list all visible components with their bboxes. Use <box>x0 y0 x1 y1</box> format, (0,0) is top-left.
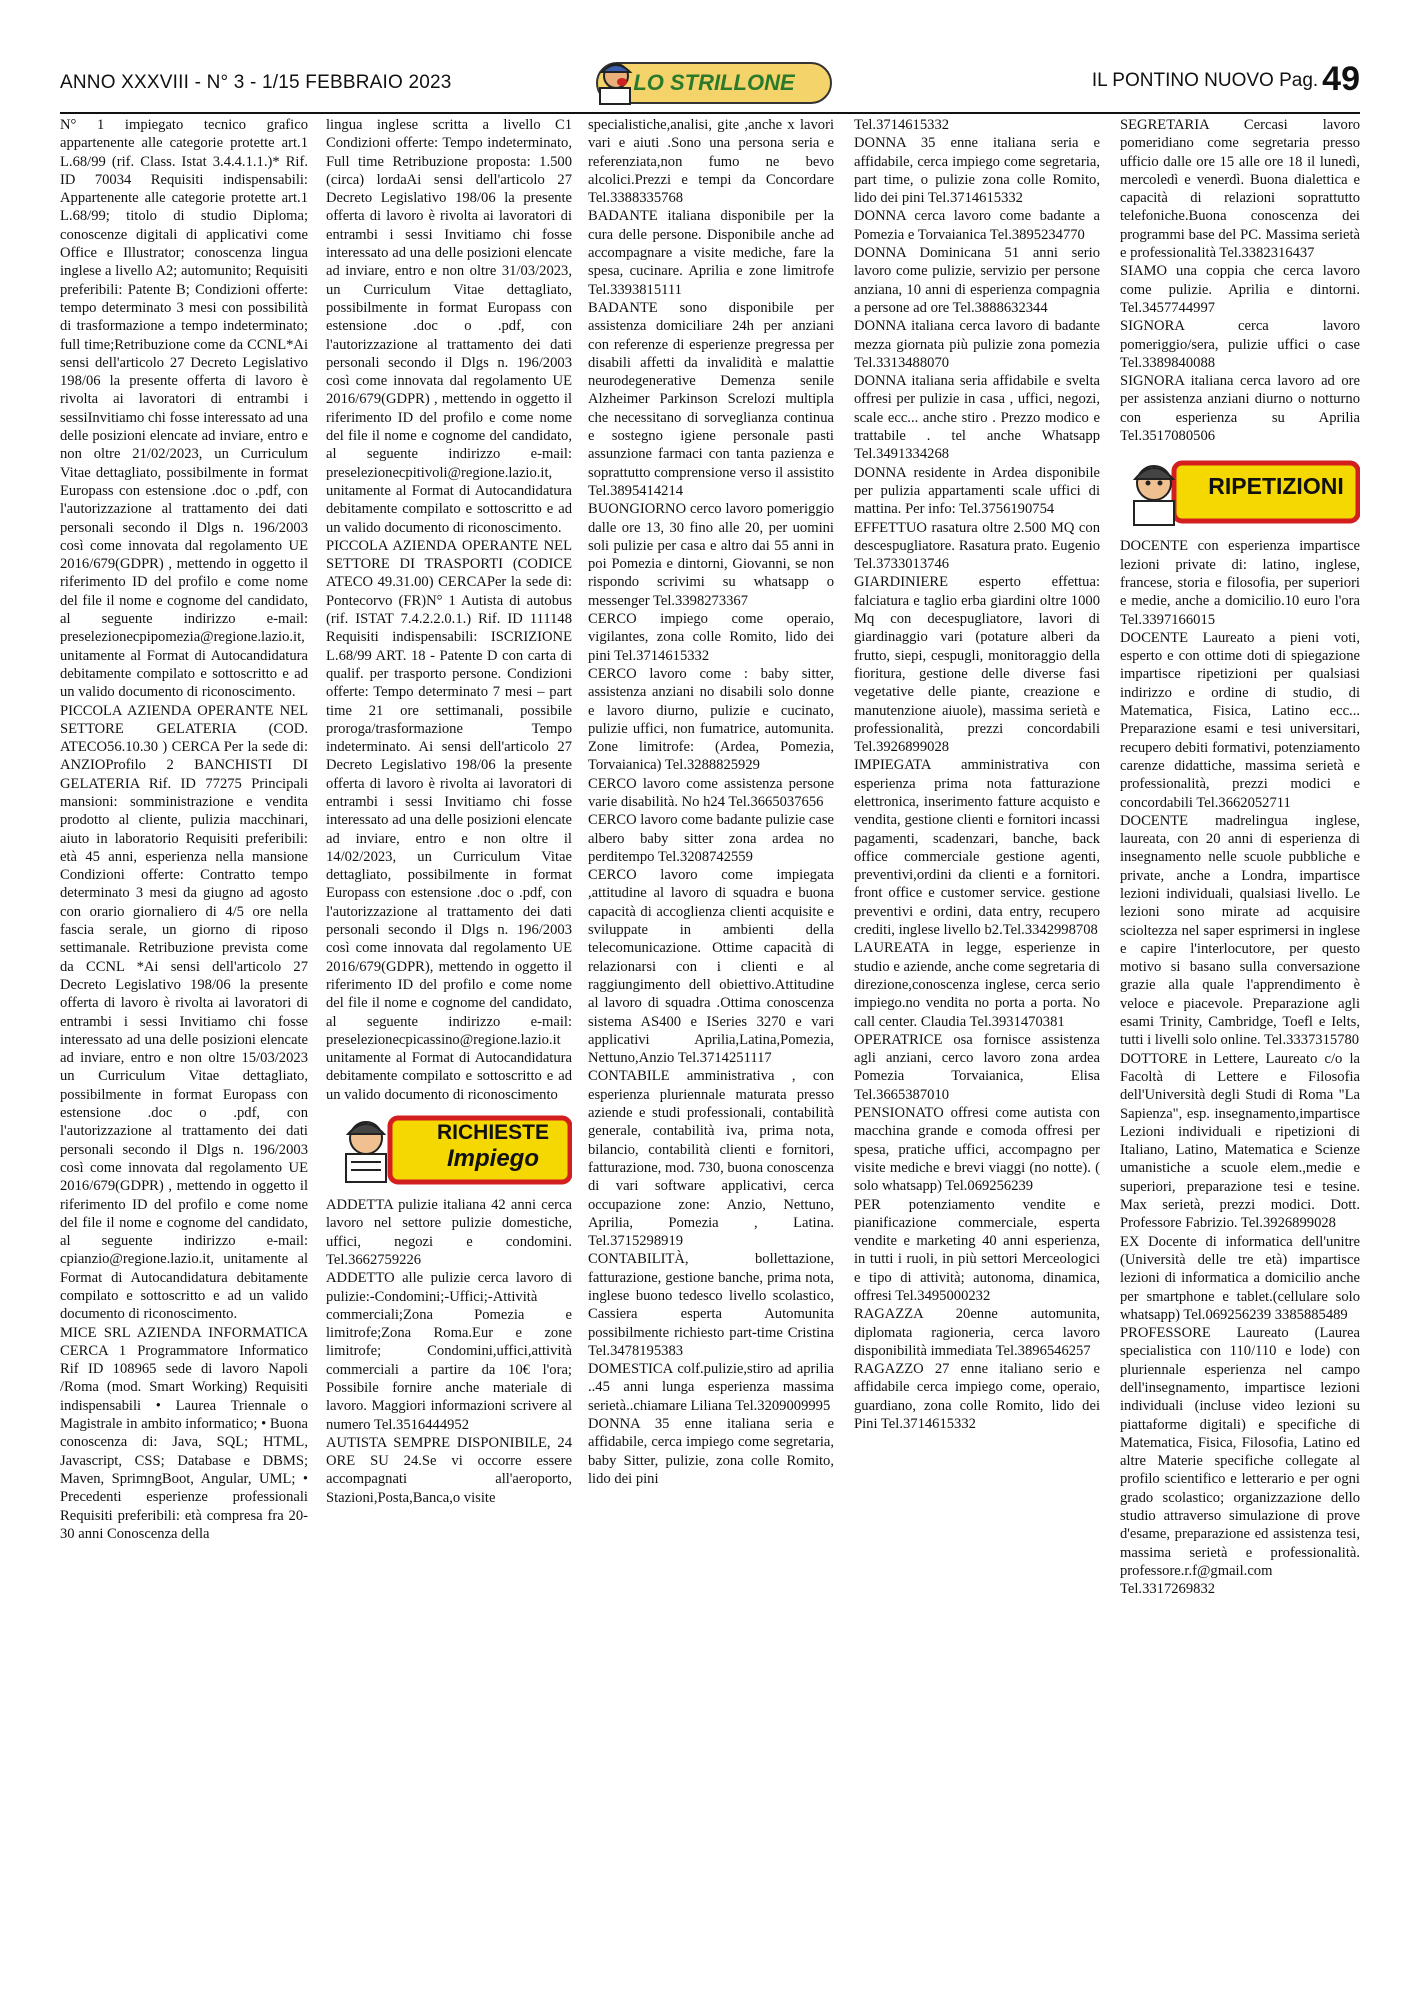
ad-text: OPERATRICE osa fornisce assistenza agli anziani, cerco lavoro zona ardea Pomezia Torvaianica, Elisa Tel.3665387010 <box>854 1031 1100 1103</box>
ad-text: specialistiche,analisi, gite ,anche x lavori vari e aiuti .Sono una persona seria e referenziata,non fumo ne bevo alcolici.Prezzi e tempi da Concordare Tel.3388335768 <box>588 117 834 207</box>
ad-text: Tel.3714615332 <box>854 117 950 133</box>
ad-text: PICCOLA AZIENDA OPERANTE NEL SETTORE DI TRASPORTI (CODICE ATECO 49.31.00) CERCAPer la sede di: Pontecorvo (FR)N° 1 Autista di autobus (rif. ISTAT 7.4.2.2.0.1.) Rif. ID 111148 Requisiti indispensabili: ISCRIZIONE L.68/99 ART. 18 - Patente D con carta di qualif. per trasporto persone. Condizioni offerte: Tempo determinato 7 mesi – part time 21 ore settimanali, possibile proroga/trasformazione Tempo indeterminato. Ai sensi dell'articolo 27 Decreto Legislativo 198/06 la presente offerta di lavoro è rivolta ai lavoratori di entrambi i sessi Invitiamo chi fosse interessato ad una delle posizioni elencate ad inviare, entro e non oltre il 14/02/2023, un Curriculum Vitae dettagliato, possibilmente in format Europass con estensione .doc o .pdf, con l'autorizzazione al trattamento dei dati personali secondo il Dlgs n. 196/2003 così come innovata dal regolamento UE 2016/679(GDPR), mettendo in oggetto il riferimento ID del profilo e come nome del file il nome e cognome del candidato, al seguente indirizzo e-mail: preselezionecpicassino@regione.lazio.it unitamente al Format di Autocandidatura debitamente compilato e sottoscritto e ad un valido documento di riconoscimento <box>326 537 572 1103</box>
column-4 <box>854 116 1100 1986</box>
column-1 <box>60 116 308 1986</box>
ad-text: DOCENTE madrelingua inglese, laureata, con 20 anni di esperienza di insegnamento nelle scuole pubbliche e private, anche a Londra, impartisce lezioni individuali, qualsiasi livello. Le lezioni sono mirate ad acquisire scioltezza nel saper esprimersi in inglese e capire l'interlocutore, per questo motivo si basano sulla conversazione grazie alla quale l'apprendimento è veloce e piacevole. Preparazione agli esami Trinity, Cambridge, Toefl e Ielts, tutti i livelli solo online. Tel.3337315780 <box>1120 812 1360 1049</box>
ad-text: LAUREATA in legge, esperienze in studio e aziende, anche come segretaria di direzione,conoscenza inglese, cerca serio impiego.no vendita no porta a porta. No call center. Claudia Tel.3931470381 <box>854 940 1100 1030</box>
ad-text: CERCO lavoro come : baby sitter, assistenza anziani no disabili solo donne e lavoro diurno, pulizie e cucinato, pulizie uffici, non fumatrice, automunita. Zone limitrofe: (Ardea, Pomezia, Torvaianica) Tel.3288825929 <box>588 665 834 774</box>
banner-title: RICHIESTE <box>436 1121 549 1145</box>
ad-text: SIGNORA italiana cerca lavoro ad ore per assistenza anziani diurno o notturno con esperienza su Aprilia Tel.3517080506 <box>1120 373 1360 445</box>
ad-text: N° 1 impiegato tecnico grafico appartenente alle categorie protette art.1 L.68/99 (rif. Class. Istat 3.4.4.1.1.)* Rif. ID 70034 Requisiti indispensabili: Appartenente alle categorie protette art.1 L.68/99; titolo di studio Diploma; conoscenze digitali di applicativi come Office e Illustrator; conoscenza lingua inglese a livello A2; automunito; Requisiti preferibili: Patente B; Condizioni offerte: tempo determinato 3 mesi con possibilità di trasformazione a tempo indeterminato; full time;Retribuzione come da CCNL*Ai sensi dell'articolo 27 Decreto Legislativo 198/06 la presente offerta di lavoro è rivolta ai lavoratori di entrambi i sessiInvitiamo chi fosse interessato ad una delle posizioni elencate ad inviare, entro e non oltre 21/02/2023, un Curriculum Vitae dettagliato, possibilmente in format Europass con estensione .doc o .pdf, con l'autorizzazione al trattamento dei dati personali secondo il Dlgs n. 196/2003 così come innovata dal regolamento UE 2016/679(GDPR) , mettendo in oggetto il riferimento ID del profilo e come nome del file il nome e cognome del candidato, al seguente indirizzo e-mail: preselezionecpipomezia@regione.lazio.it, unitamente al Format di Autocandidatura debitamente compilato e sottoscritto e ad un valido documento di riconoscimento. <box>60 117 308 701</box>
ad-text: BADANTE sono disponibile per assistenza domiciliare 24h per anziani con referenze di esperienze pregressa per disabili affetti da invalidità e malattie neurodegenerative Demenza senile Alzheimer Parkinson Screlozi multipla che necessitano di sorveglianza continua e sostegno igiene personale pasti assunzione farmaci con tanta pazienza e soprattutto comprensione verso il assistito Tel.3895414214 <box>588 299 834 499</box>
ad-text: DONNA italiana seria affidabile e svelta offresi per pulizie in casa , uffici, negozi, scale ecc... anche stiro . Prezzo modico e trattabile . tel anche Whatsapp Tel.3491334268 <box>854 373 1100 463</box>
ad-text: DOCENTE Laureato a pieni voti, esperto e con ottime doti di spiegazione impartisce ripetizioni per qualsiasi indirizzo e ordine di studio, di Matematica, Fisica, Latino ecc... Preparazione esami e tesi universitari, recupero debiti formativi, potenziamento carenze didattiche, massima serietà e professionalità, prezzi modici e concordabili Tel.3662052711 <box>1120 629 1360 811</box>
richieste-impiego-banner <box>326 1112 572 1188</box>
ad-text: RAGAZZO 27 enne italiano serio e affidabile cerca impiego come, operaio, guardiano, zona colle Romito, lido dei Pini Tel.3714615332 <box>854 1361 1100 1433</box>
column-2 <box>326 116 572 1986</box>
ad-text: MICE SRL AZIENDA INFORMATICA CERCA 1 Programmatore Informatico Rif ID 108965 sede di lavoro Napoli /Roma (mod. Smart Working) Requisiti indispensabili • Laurea Triennale o Magistrale in ambito informatico; • Buona conoscenza di: Java, SQL; HTML, Javascript, CSS; Database e DBMS; Maven, SprimngBoot, Angular, UML; • Precedenti esperienze professionali Requisiti preferibili: età compresa fra 20-30 anni Conoscenza della <box>60 1324 308 1542</box>
newsboy-mascot-icon <box>592 56 644 108</box>
ad-text: EFFETTUO rasatura oltre 2.500 MQ con descespugliatore. Rasatura prato. Eugenio Tel.3733013746 <box>854 519 1100 573</box>
banner-subtitle: Impiego <box>446 1145 539 1173</box>
ad-text: PER potenziamento vendite e pianificazione commerciale, esperta vendite e marketing 40 anni esperienza, in tutti i ruoli, in più settori Merceologici e tipo di attività; autonoma, dinamica, offresi Tel.3495000232 <box>854 1196 1100 1304</box>
publication-name: IL PONTINO NUOVO Pag. <box>1091 70 1319 91</box>
ripetizioni-banner <box>1120 453 1360 529</box>
ad-text: AUTISTA SEMPRE DISPONIBILE, 24 ORE SU 24.Se vi occorre essere accompagnati all'aeroporto, Stazioni,Posta,Banca,o visite <box>326 1434 572 1506</box>
page-header <box>60 58 1360 112</box>
mascot-icon <box>1134 466 1174 525</box>
ad-text: DONNA residente in Ardea disponibile per pulizia appartamenti scale uffici di mattina. Per info: Tel.3756190754 <box>854 464 1100 518</box>
banner-title: RIPETIZIONI <box>1208 473 1344 500</box>
ad-text: DOMESTICA colf.pulizie,stiro ad aprilia ..45 anni lunga esperienza massima serietà..chiamare Liliana Tel.3209009995 <box>588 1361 834 1414</box>
page-number: 49 <box>1322 60 1360 98</box>
ad-text: CERCO impiego come operaio, vigilantes, zona colle Romito, lido dei pini Tel.3714615332 <box>588 611 834 664</box>
issue-info: ANNO XXXVIII - N° 3 - 1/15 FEBBRAIO 2023 <box>60 72 452 93</box>
column-5 <box>1120 116 1360 1986</box>
publication-title <box>1092 60 1360 99</box>
ad-text: CONTABILE amministrativa , con esperienza pluriennale maturata presso aziende e studi professionali, contabilità generale, contabilità iva, prima nota, bilancio, contabilità clienti e fornitori, fatturazione, mod. 730, buona conoscenza di vari software applicativi, cerca occupazione zone: Anzio, Nettuno, Aprilia, Pomezia , Latina. Tel.3715298919 <box>588 1068 834 1250</box>
ad-text: DONNA 35 enne italiana seria e affidabile, cerca impiego come segretaria, part time, o pulizie zona colle Romito, lido dei pini Tel.3714615332 <box>854 135 1100 207</box>
ad-text: CERCO lavoro come badante pulizie case albero baby sitter zona ardea no perditempo Tel.3208742559 <box>588 812 834 865</box>
ad-text: IMPIEGATA amministrativa con esperienza prima nota fatturazione elettronica, inserimento fatture acquisto e vendita, gestione clienti e fornitori incassi pagamenti, scadenzari, banche, back office commerciale gestione agenti, preventivi,ordini da clienti e a fornitori. front office e customer service. gestione preventivi e ordini, data entry, recupero crediti, inglese livello b2.Tel.3342998708 <box>854 757 1100 939</box>
ad-text: DONNA cerca lavoro come badante a Pomezia e Torvaianica Tel.3895234770 <box>854 208 1100 243</box>
ad-text: BADANTE italiana disponibile per la cura delle persone. Disponibile anche ad accompagnare a visite mediche, fare la spesa, cucinare. Aprilia e zone limitrofe Tel.3393815111 <box>588 208 834 298</box>
ad-text: PROFESSORE Laureato (Laurea specialistica con 110/110 e lode) con pluriennale esperienza nel campo dell'insegnamento, impartisce lezioni individuali (incluse video lezioni su piattaforme digitali) e specifiche di Matematica, Fisica, Filosofia, Latino ed altre Materie specifiche collegate al profilo scientifico e letterario e per ogni grado scolastico; organizzazione dello studio attraverso simulazione di prove d'esame, preparazione ed assistenza tesi, massima serietà e professionalità. professore.r.f@gmail.com Tel.3317269832 <box>1120 1325 1360 1598</box>
ad-text: CERCO lavoro come impiegata ,attitudine al lavoro di squadra e buona capacità di accoglienza clienti acquisite e sviluppate in ambienti della telecomunicazione. Ottime capacità di relazionarsi con i clienti e al raggiungimento dell obiettivo.Attitudine al lavoro di squadra .Ottima conoscenza sistema AS400 e ISeries 3270 e vari applicativi Aprilia,Latina,Pomezia, Nettuno,Anzio Tel.3714251117 <box>588 867 834 1067</box>
ad-text: SIAMO una coppia che cerca lavoro come pulizie. Aprilia e dintorni. Tel.3457744997 <box>1120 263 1360 316</box>
ad-text: DONNA 35 enne italiana seria e affidabile, cerca impiego come segretaria, baby Sitter, pulizie, zona colle Romito, lido dei pini <box>588 1416 834 1487</box>
lo-strillone-logo <box>596 62 832 104</box>
ad-text: ADDETTA pulizie italiana 42 anni cerca lavoro nel settore pulizie domestiche, uffici, negozi e condomini. Tel.3662759226 <box>326 1197 572 1268</box>
ad-text: SIGNORA cerca lavoro pomeriggio/sera, pulizie uffici o case Tel.3389840088 <box>1120 318 1360 371</box>
mascot-icon <box>346 1122 386 1182</box>
ad-text: RAGAZZA 20enne automunita, diplomata ragioneria, cerca lavoro disponibilità immediata Tel.3896546257 <box>854 1306 1100 1359</box>
ad-text: lingua inglese scritta a livello C1 Condizioni offerte: Tempo indeterminato, Full time Retribuzione proposta: 1.500 (circa) lordaAi sensi dell'articolo 27 Decreto Legislativo 198/06 la presente offerta di lavoro è rivolta ai lavoratori di entrambi i sessi Invitiamo chi fosse interessato ad una delle posizioni elencate ad inviare, entro e non oltre 31/03/2023, un Curriculum Vitae dettagliato, possibilmente in format Europass con estensione .doc o .pdf, con l'autorizzazione al trattamento dei dati personali secondo il Dlgs n. 196/2003 così come innovata dal regolamento UE 2016/679(GDPR) , mettendo in oggetto il riferimento ID del profilo e come nome del file il nome e cognome del candidato, al seguente indirizzo e-mail: preselezionecpitivoli@regione.lazio.it, unitamente al Format di Autocandidatura debitamente compilato e sottoscritto e ad un valido documento di riconoscimento. <box>326 117 572 536</box>
ad-text: CERCO lavoro come assistenza persone varie disabilità. No h24 Tel.3665037656 <box>588 775 834 810</box>
ad-text: DONNA Dominicana 51 anni serio lavoro come pulizie, servizio per persone anziana, 10 anni di esperienza compagnia a persone ad ore Tel.3888632344 <box>854 245 1100 316</box>
ad-text: PENSIONATO offresi come autista con macchina grande e comoda offresi per spesa, pratiche uffici, accompagno per visite mediche e brevi viaggi (no notte). ( solo whatsapp) Tel.069256239 <box>854 1105 1100 1195</box>
column-3 <box>588 116 834 1986</box>
ad-text: PICCOLA AZIENDA OPERANTE NEL SETTORE GELATERIA (COD. ATECO56.10.30 ) CERCA Per la sede di: ANZIOProfilo 2 BANCHISTI DI GELATERIA Rif. ID 77275 Principali mansioni: somministrazione e vendita prodotto al cliente, pulizia macchinari, aiuto in laboratorio Requisiti preferibili: età 45 anni, esperienza nella mansione Condizioni offerte: Contratto tempo determinato 3 mesi da giugno ad agosto con orario giornaliero di 4/5 ore nella fascia serale, un giorno di riposo settimanale. Retribuzione prevista come da CCNL *Ai sensi dell'articolo 27 Decreto Legislativo 198/06 la presente offerta di lavoro è rivolta ai lavoratori di entrambi i sessi Invitiamo chi fosse interessato ad una delle posizioni elencate ad inviare, entro e non oltre 15/03/2023 un Curriculum Vitae dettagliato, possibilmente in format Europass con estensione .doc o .pdf, con l'autorizzazione al trattamento dei dati personali secondo il Dlgs n. 196/2003 così come innovata dal regolamento UE 2016/679(GDPR) , mettendo in oggetto il riferimento ID del profilo e come nome del file il nome e cognome del candidato, al seguente indirizzo e-mail: cpianzio@regione.lazio.it, unitamente al Format di Autocandidatura debitamente compilato e sottoscritto e ad un valido documento di riconoscimento. <box>60 702 308 1323</box>
ad-text: DONNA italiana cerca lavoro di badante mezza giornata più pulizie zona pomezia Tel.3313488070 <box>854 318 1100 371</box>
ad-text: BUONGIORNO cerco lavoro pomeriggio dalle ore 13, 30 fino alle 20, per uomini soli pulizie per casa e altro dai 55 anni in poi Pomezia e dintorni, Giovanni, se non rispondo scrivimi su whatsapp o messenger Tel.3398273367 <box>588 501 834 609</box>
ad-text: EX Docente di informatica dell'unitre (Università delle tre età) impartisce lezioni di informatica a domicilio anche per smartphone e tablet.(cellulare solo whatsapp) Tel.069256239 3385885489 <box>1120 1233 1360 1323</box>
ad-text: DOTTORE in Lettere, Laureato c/o la Facoltà di Lettere e Filosofia dell'Università degli Studi di Roma "La Sapienza", esp. insegnamento,impartisce Lezioni individuali e ripetizioni di Italiano, Latino, Matematica e Scienze umanistiche a scuole elem.,medie e superiori, preparazione tesi e tesine. Max serietà, prezzi modici. Dott. Professore Fabrizio. Tel.3926899028 <box>1120 1050 1360 1232</box>
ad-text: DOCENTE con esperienza impartisce lezioni private di: latino, inglese, francese, storia e filosofia, per superiori e medie, anche a domicilio.10 euro l'ora Tel.3397166015 <box>1120 538 1360 628</box>
ad-text: GIARDINIERE esperto effettua: falciatura e taglio erba giardini oltre 1000 Mq con decespugliatore, lavori di giardinaggio vari (potature alberi da frutto, siepi, cespugli, monitoraggio della fioritura, gestione delle diverse fasi vegetative delle piante, creazione e manutenzione aiuole), massima serietà e professionalità, prezzi concordabili Tel.3926899028 <box>854 574 1100 756</box>
logo-text: LO STRILLONE <box>633 70 795 95</box>
header-rule <box>60 112 1360 114</box>
ad-text: ADDETTO alle pulizie cerca lavoro di pulizie:-Condomini;-Uffici;-Attività commerciali;Zona Pomezia e limitrofe;Zona Roma.Eur e zone limitrofe; Condomini,uffici,attività commerciali a partire da 10€ l'ora; Possibile fornire anche materiale di lavoro. Maggiori informazioni scrivere al numero Tel.3516444952 <box>326 1270 572 1433</box>
ad-text: CONTABILITÀ, bollettazione, fatturazione, gestione banche, prima nota, inglese buono tedesco livello scolastico, Cassiera esperta Automunita possibilmente richiesto part-time Cristina Tel.3478195383 <box>588 1251 834 1359</box>
ad-text: SEGRETARIA Cercasi lavoro pomeridiano come segretaria presso ufficio dalle ore 15 alle ore 18 il lunedì, mercoledì e venerdì. Buona dialettica e capacità di relazioni soprattutto telefoniche.Buona conoscenza dei programmi base del PC. Massima serietà e professionalità Tel.3382316437 <box>1120 117 1360 262</box>
